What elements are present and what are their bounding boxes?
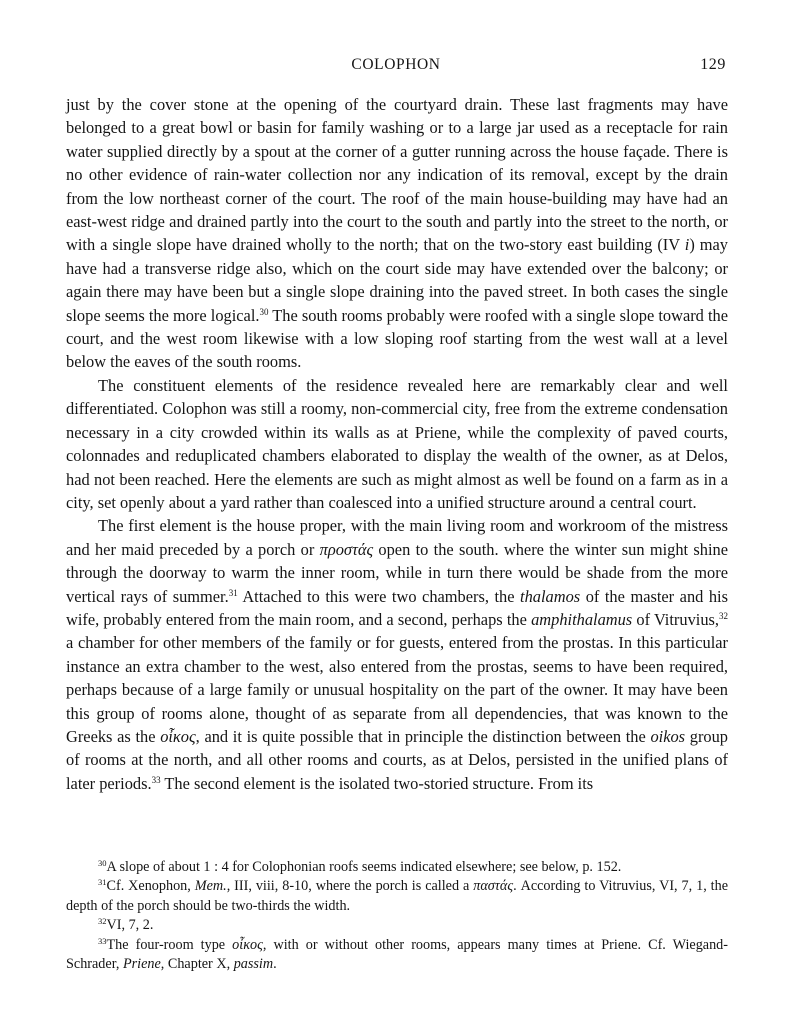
greek-term: οἶκος [232,936,263,953]
text-run: a chamber for other members of the family or for guests, entered from the prostas. In this particular instance an extra chamber to the west, also entered from the prostas, seems to have been required, perhaps because of a large family or unusual hospitality on the part of the owner. It may have been this group of rooms alone, thought of as separate from all dependencies, that was known to the Greeks as the [66,633,728,746]
footnote-number: 32 [98,916,107,927]
text-run: group of rooms at the north, and all other rooms and courts, as at Delos, persisted in the unified plans of later periods. [66,726,728,793]
footnote-31 [66,877,728,916]
footnote-text: , III, viii, 8-10, where the porch is called a [226,878,474,895]
footnote-ref-31[interactable]: 31 [228,587,238,598]
footnote-number: 30 [98,858,107,868]
text-run: The first element is the house proper, with the main living room and workroom of the mistress and her maid preceded by a porch or [66,516,728,559]
footnote-text: Cf. Xenophon, [106,878,195,895]
greek-term: προστάς [319,539,374,559]
text-run: ) may have had a transverse ridge also, which on the court side may have extended over the balcony; or again there may have been but a single slope draining into the paved street. In both cases the single slope seems the more logical. [66,235,729,325]
text-run: Attached to this were two chambers, the [237,586,521,606]
page-number: 129 [700,56,726,73]
text-run: just by the cover stone at the opening of the courtyard drain. These last fragments may have belonged to a great bowl or basin for family washing or to a large jar used as a receptacle for rain water supplied directly by a spout at the corner of a gutter running across the house façade. There is no other evidence of rain-water collection nor any indication of its removal, except by the drain from the low northeast corner of the court. The roof of the main house-building may have had an east-west ridge and drained partly into the court to the south and partly into the street to the north, or with a single slope have drained wholly to the north; that on the two-story east building (IV [66,95,728,255]
footnote-text: A slope of about 1 : 4 for Colophonian roofs seems indicated elsewhere; see below, p. 152. [106,859,622,875]
footnote-number: 31 [98,877,107,888]
italic-text: i [684,235,690,255]
text-run: The second element is the isolated two-storied structure. From its [160,773,594,793]
footnote-ref-33[interactable]: 33 [151,774,161,785]
paragraph-1 [66,93,728,374]
page-header [66,56,726,80]
footnote-text: . According to Vitruvius, VI, 7, 1, the depth of the porch should be two-thirds the width. [66,878,729,914]
footnote-text: The four-room type [106,936,233,953]
paragraph-2: The constituent elements of the residence revealed here are remarkably clear and well differentiated. Colophon was still a roomy, non-commercial city, free from the extreme condensation necessary in a city crowded within its walls as at Priene, while the complexity of paved courts, colonnades and reduplicated chambers elaborated to display the wealth of the owner, as at Delos, had not been reached. Here the elements are such as might almost as well be found on a farm as in a city, set openly about a yard rather than coalesced into a unified structure around a central court. [66,375,728,512]
footnote-32 [66,916,728,935]
footnote-30 [66,858,728,877]
italic-term: Mem. [194,878,227,895]
footnote-text: . [273,956,277,973]
footnotes [66,858,728,974]
footnote-number: 33 [98,935,107,946]
text-run: The south rooms probably were roofed with a single slope toward the court, and the west room likewise with a low sloping roof starting from the west wall at a level below the eaves of the south rooms. [66,305,728,372]
italic-term: amphithalamus [531,609,633,629]
italic-term: passim [233,956,274,973]
greek-term: παστάς [473,878,514,895]
footnote-ref-32[interactable]: 32 [719,610,728,621]
running-title: COLOPHON [351,56,441,73]
paragraph-3 [66,514,728,795]
footnote-text: , with or without other rooms, appears many times at Priene. Cf. Wiegand-Schrader, [66,936,728,973]
main-text [66,93,728,795]
italic-term: thalamos [520,586,581,606]
footnote-text: , Chapter X, [160,956,234,973]
italic-term: oikos [650,726,686,746]
text-run: of Vitruvius, [632,609,719,629]
greek-term: οἶκος [160,726,196,746]
text-run: of the master and his wife, probably entered from the main room, and a second, perhaps the [66,586,728,629]
italic-term: Priene [122,956,161,973]
footnote-ref-30[interactable]: 30 [259,306,269,317]
footnote-33 [66,936,728,975]
text-run: , and it is quite possible that in principle the distinction between the [195,726,651,746]
text-run: open to the south. where the winter sun might shine through the doorway to warm the inner room, while in turn there would be shade from the more vertical rays of summer. [66,539,728,606]
footnote-text: VI, 7, 2. [106,917,154,934]
